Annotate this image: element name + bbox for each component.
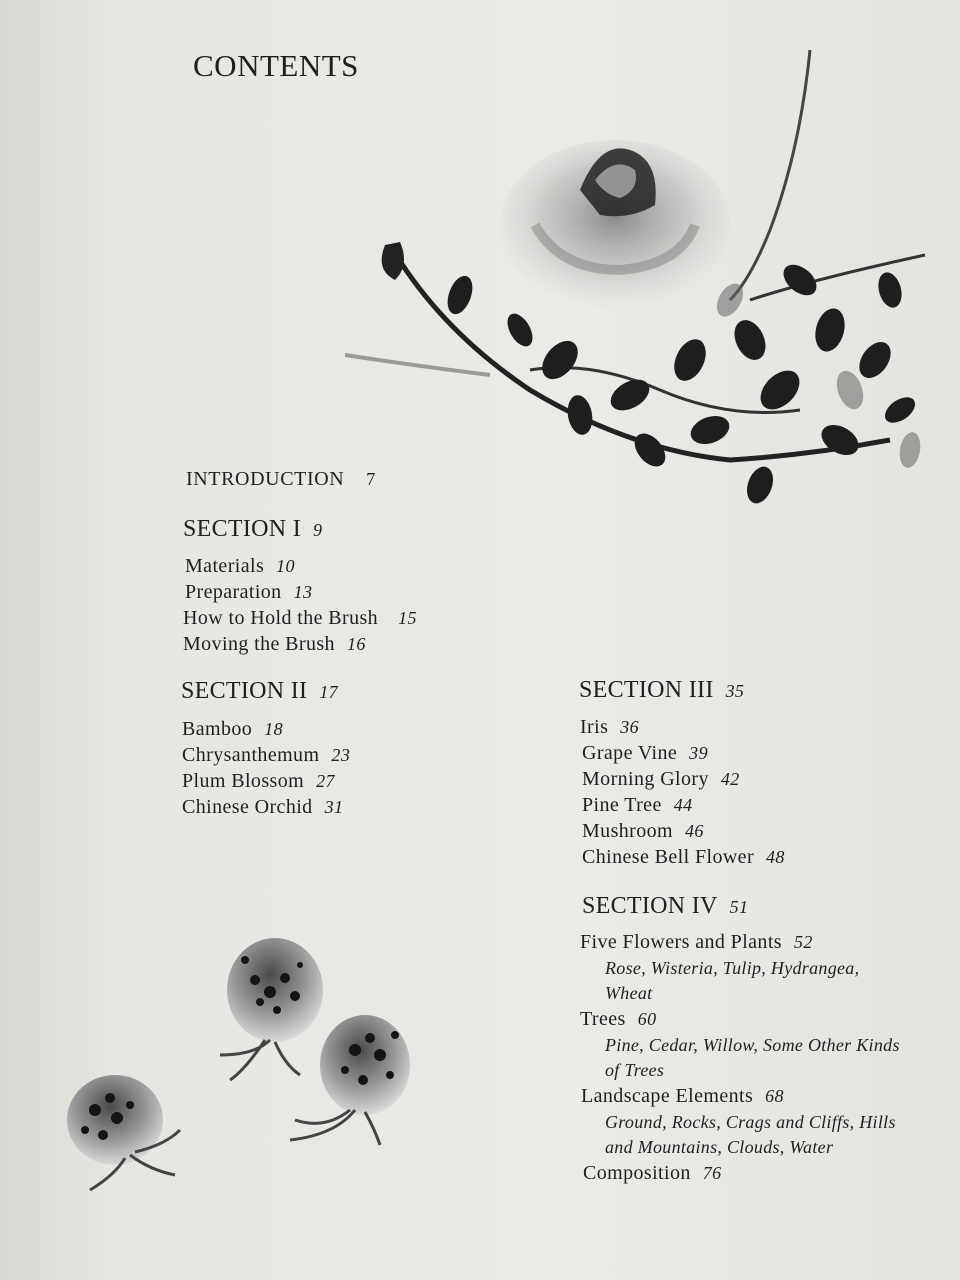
toc-entry: Chrysanthemum 23 xyxy=(182,744,351,766)
toc-introduction-page: 7 xyxy=(366,469,376,489)
toc-entry: Trees 60 xyxy=(580,1008,657,1030)
toc-entry: Five Flowers and Plants 52 xyxy=(580,931,813,953)
toc-entry: Iris 36 xyxy=(580,716,640,738)
toc-entry: Grape Vine 39 xyxy=(582,742,708,764)
toc-entry: Preparation 13 xyxy=(185,581,313,603)
toc-entry: How to Hold the Brush 15 xyxy=(183,607,417,629)
toc-entry: Mushroom 46 xyxy=(582,820,704,842)
toc-subentry: Pine, Cedar, Willow, Some Other Kinds xyxy=(605,1035,900,1055)
toc-subentry: of Trees xyxy=(605,1060,665,1080)
toc-introduction-label: INTRODUCTION xyxy=(186,468,345,490)
toc-section-3-heading: SECTION III 35 xyxy=(579,677,745,703)
toc-entry: Plum Blossom 27 xyxy=(182,770,335,792)
toc-section-4-heading: SECTION IV 51 xyxy=(582,893,749,919)
toc-subentry: Ground, Rocks, Crags and Cliffs, Hills xyxy=(605,1112,896,1132)
toc-entry: Chinese Bell Flower 48 xyxy=(582,846,785,868)
toc-section-1-heading: SECTION I 9 xyxy=(183,516,323,542)
toc-section-2-heading: SECTION II 17 xyxy=(181,678,338,704)
toc-entry: Morning Glory 42 xyxy=(582,768,740,790)
toc-entry: Chinese Orchid 31 xyxy=(182,796,344,818)
toc-subentry: and Mountains, Clouds, Water xyxy=(605,1137,834,1157)
toc-entry: Pine Tree 44 xyxy=(582,794,693,816)
toc-entry: Composition 76 xyxy=(583,1162,722,1184)
toc-entry: Landscape Elements 68 xyxy=(581,1085,784,1107)
toc-entry: Materials 10 xyxy=(185,555,295,577)
toc-introduction xyxy=(186,468,376,491)
mushrooms-illustration xyxy=(55,930,435,1200)
rose-branch-illustration xyxy=(330,30,930,530)
toc-subentry: Rose, Wisteria, Tulip, Hydrangea, xyxy=(605,958,860,978)
page-title: CONTENTS xyxy=(193,48,359,83)
toc-entry: Moving the Brush 16 xyxy=(183,633,366,655)
toc-subentry: Wheat xyxy=(605,983,653,1003)
toc-entry: Bamboo 18 xyxy=(182,718,283,740)
